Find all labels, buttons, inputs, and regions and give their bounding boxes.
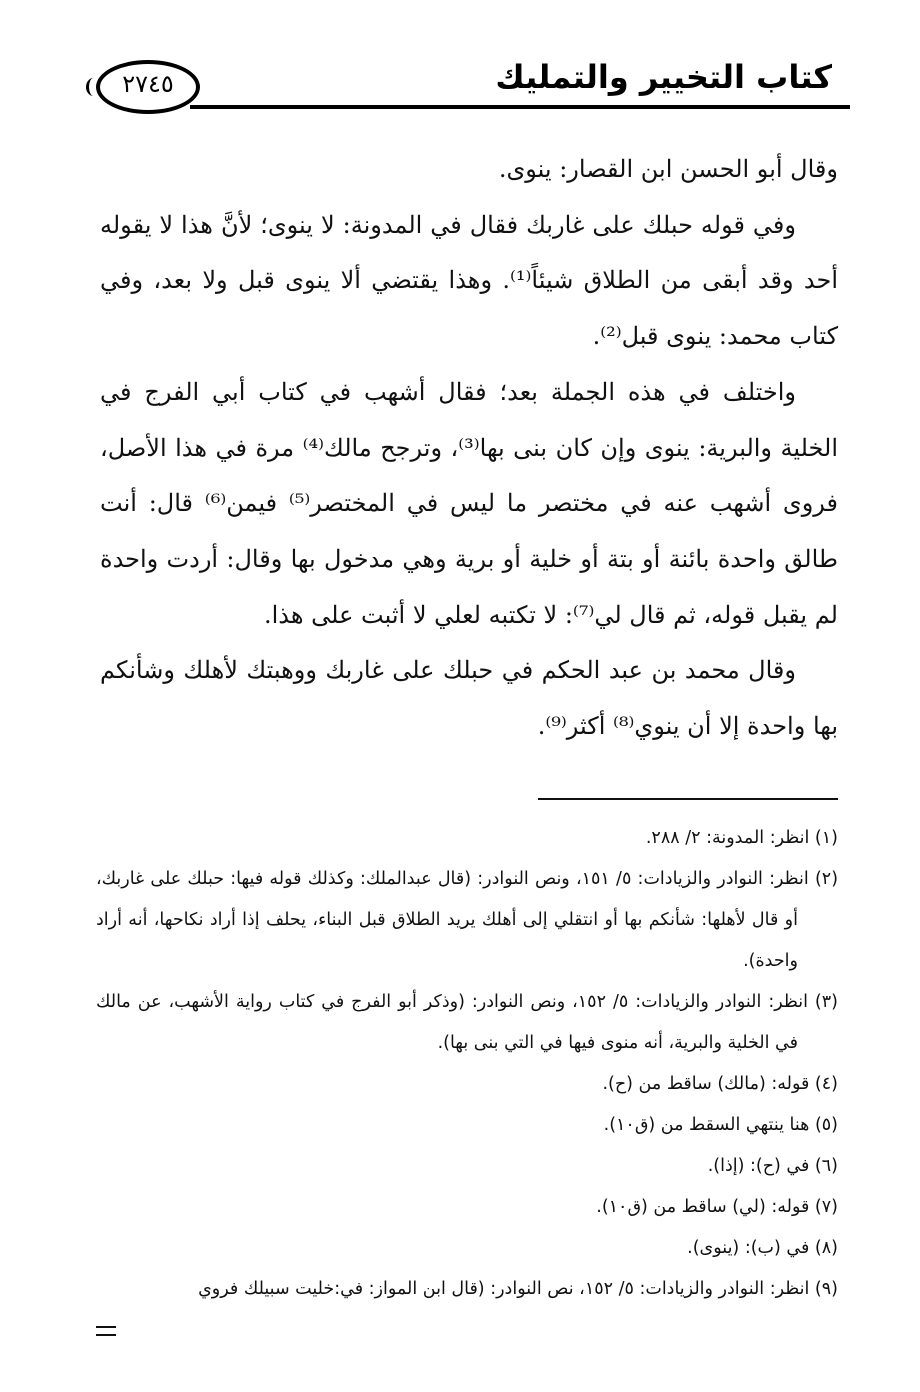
- footnotes: [96, 818, 838, 1310]
- page-number: ٢٧٤٥: [122, 70, 174, 98]
- footnote: (٦) في (ح): (إذا).: [707, 1156, 838, 1176]
- running-title: كتاب التخيير والتمليك: [495, 58, 832, 96]
- header-rule: [190, 105, 850, 109]
- footnote: (٧) قوله: (لي) ساقط من (ق١٠).: [596, 1197, 838, 1217]
- paragraph: وفي قوله حبلك على غاربك فقال في المدونة: لا ينوى؛ لأنَّ هذا لا يقوله أحد وقد أبقى من الطلاق شيئاً⁽¹⁾. وهذا يقتضي ألا ينوى قبل ولا بعد، وفي كتاب محمد: ينوى قبل⁽²⁾.: [100, 210, 838, 351]
- footnote: (١) انظر: المدونة: ٢/ ٢٨٨.: [645, 828, 838, 848]
- footnote: (٢) انظر: النوادر والزيادات: ٥/ ١٥١، ونص النوادر: (قال عبدالملك: وكذلك قوله فيها: حبلك على غاربك، أو قال لأهلها: شأنكم بها أو انتقلي إلى أهلك يريد الطلاق قبل البناء، يحلف إذا أراد نكاحها، أنه أراد واحدة).: [96, 869, 839, 971]
- footnote-separator: [538, 798, 838, 800]
- footnote: (٨) في (ب): (ينوى).: [687, 1238, 838, 1258]
- footnote: (٥) هنا ينتهي السقط من (ق١٠).: [603, 1115, 838, 1135]
- footnote: (٣) انظر: النوادر والزيادات: ٥/ ١٥٢، ونص النوادر: (وذكر أبو الفرج في كتاب رواية الأشهب، عن مالك في الخلية والبرية، أنه منوى فيها في التي بنى بها).: [96, 992, 838, 1053]
- footnote: (٤) قوله: (مالك) ساقط من (ح).: [602, 1074, 838, 1094]
- page-number-oval: [96, 60, 200, 114]
- paragraph: وقال محمد بن عبد الحكم في حبلك على غاربك ووهبتك لأهلك وشأنكم بها واحدة إلا أن ينوي⁽⁸⁾ أكثر⁽⁹⁾.: [100, 656, 838, 741]
- footnote: (٩) انظر: النوادر والزيادات: ٥/ ١٥٢، نص النوادر: (قال ابن المواز: في:خليت سبيلك فروي: [198, 1279, 838, 1299]
- main-text: [100, 142, 838, 755]
- page-header: [90, 52, 850, 122]
- paragraph: وقال أبو الحسن ابن القصار: ينوى.: [498, 155, 838, 183]
- paragraph: واختلف في هذه الجملة بعد؛ فقال أشهب في كتاب أبي الفرج في الخلية والبرية: ينوى وإن كان بنى بها⁽³⁾، وترجح مالك⁽⁴⁾ مرة في هذا الأصل، فروى أشهب عنه في مختصر ما ليس في المختصر⁽⁵⁾ فيمن⁽⁶⁾ قال: أنت طالق واحدة بائنة أو بتة أو خلية أو برية وهي مدخول بها وقال: أردت واحدة لم يقبل قوله، ثم قال لي⁽⁷⁾: لا تكتبه لعلي لا أثبت على هذا.: [100, 377, 839, 629]
- continuation-mark: [96, 1326, 116, 1336]
